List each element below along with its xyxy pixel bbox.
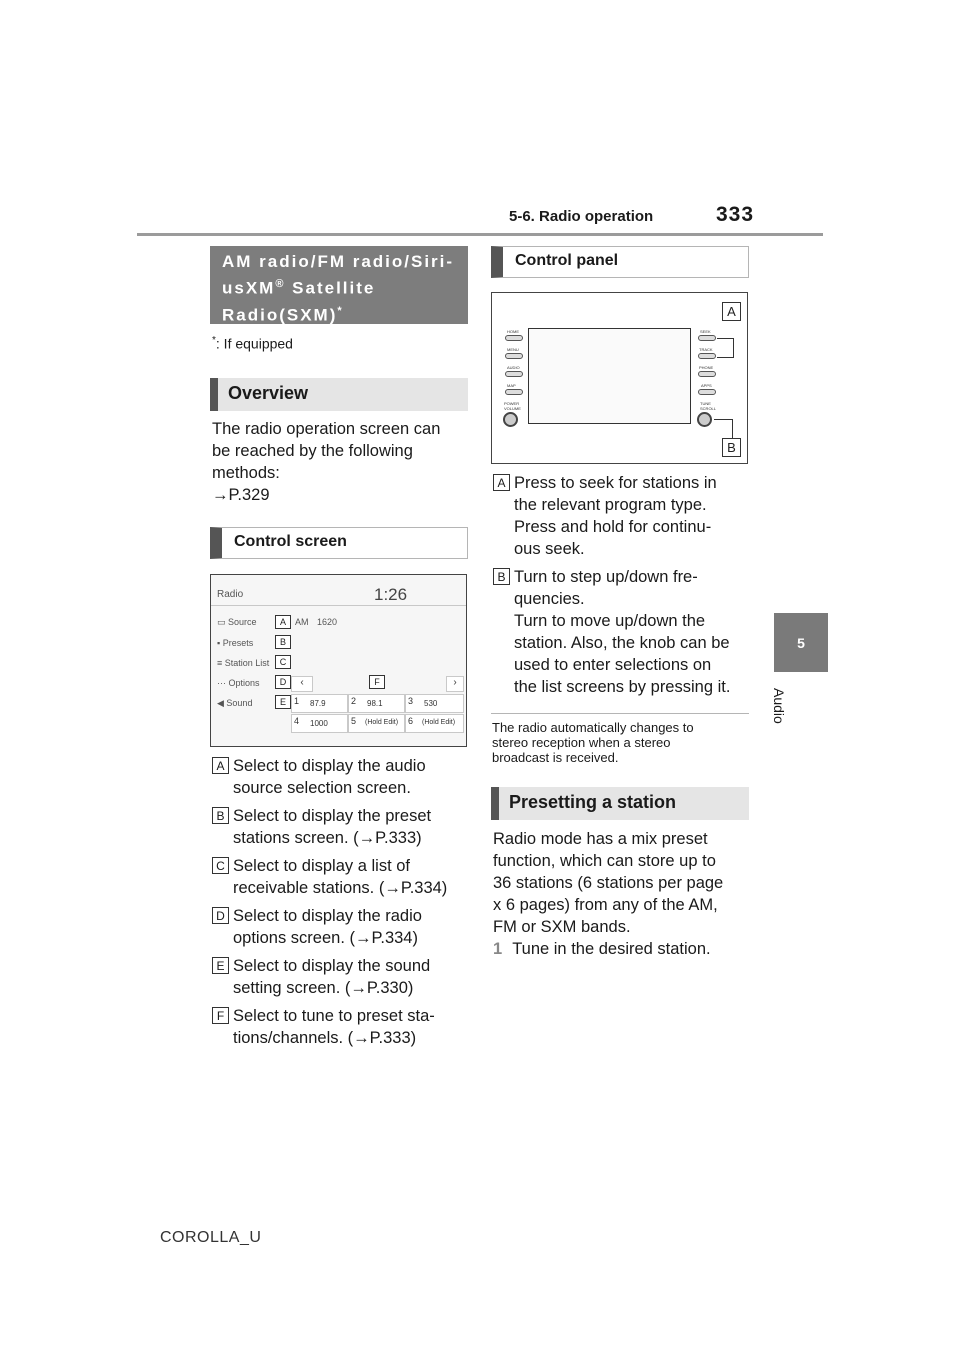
text-line: The radio operation screen can [212,420,441,438]
preset-cell[interactable] [348,714,405,733]
power-volume-knob[interactable] [503,412,518,427]
main-heading-line2 [222,273,456,300]
preset-cell[interactable] [291,694,348,713]
main-heading-line1: AM radio/FM radio/Siri- [222,252,455,271]
text-line: broadcast is received. [492,750,619,765]
callout-d: D [275,675,291,689]
label-badge: B [212,807,229,824]
control-panel-heading: Control panel [491,246,749,278]
preset-value: 87.9 [310,699,326,708]
panel-label: POWER VOLUME [504,401,521,411]
callout-f: F [369,675,385,689]
screen-title: Radio [217,589,244,600]
text-line: 36 stations (6 stations per page [493,874,724,892]
stereo-note [492,720,752,765]
menu-button[interactable] [505,353,523,359]
menu-station-list[interactable] [217,658,269,668]
menu-source[interactable] [217,617,257,628]
callout-e: E [275,695,291,709]
preset-number: 2 [351,696,357,706]
control-screen-item-b [212,805,470,849]
text-line: used to enter selections on [514,656,712,674]
list-icon: ≡ [217,658,225,668]
track-button[interactable] [698,353,716,359]
text-line: the relevant program type. [514,496,707,514]
text-line: stereo reception when a stereo [492,735,671,750]
step-number: 1 [493,940,503,958]
callout-a: A [722,302,741,321]
control-screen-heading: Control screen [210,527,468,559]
menu-label: Source [228,617,257,627]
preset-number: 3 [408,696,414,706]
control-screen-figure [210,574,467,747]
note-rule [491,713,749,714]
menu-options[interactable] [217,678,260,688]
main-heading-part: usXM [222,278,276,298]
control-screen-item-a [212,755,470,799]
chapter-label: Audio [771,688,787,724]
control-panel-figure [491,292,748,464]
text-line: quencies. [514,590,585,608]
preset-prev-arrow[interactable]: ‹ [291,676,313,692]
text-line: options screen. (→P.334) [233,929,418,947]
main-heading-part: Satellite [285,278,376,298]
control-panel-item-b [493,566,753,698]
text-line: The radio automatically changes to [492,720,694,735]
step-text: Tune in the desired station. [512,940,711,958]
panel-label: TUNE SCROLL [700,401,717,411]
control-panel-item-a [493,472,753,560]
screen-frequency: 1620 [317,617,338,627]
text-line: function, which can store up to [493,852,716,870]
text-line: Select to display the preset [233,807,432,825]
overview-heading: Overview [210,378,468,411]
text-line: be reached by the following [212,442,413,460]
menu-sound[interactable] [217,698,252,709]
panel-label: TRACK [699,347,713,352]
preset-cell[interactable] [405,694,464,713]
phone-button[interactable] [698,371,716,377]
footer-model: COROLLA_U [160,1229,262,1246]
text-line: Press and hold for continu- [514,518,712,536]
callout-a: A [275,615,291,629]
text-line: Radio mode has a mix preset [493,830,708,848]
text-line: Select to display the audio [233,757,426,775]
home-button[interactable] [505,335,523,341]
preset-cell[interactable] [348,694,405,713]
section-title: 5-6. Radio operation [509,208,654,225]
text-line: source selection screen. [233,779,411,797]
label-badge: E [212,957,229,974]
screen-topbar-rule [211,605,467,606]
text-line: Select to tune to preset sta- [233,1007,435,1025]
apps-button[interactable] [698,389,716,395]
page-ref-link[interactable]: →P.329 [212,486,270,504]
text-line: FM or SXM bands. [493,918,631,936]
control-screen-item-f [212,1005,470,1049]
audio-button[interactable] [505,371,523,377]
control-screen-item-e [212,955,470,999]
text-line: Turn to move up/down the [514,612,706,630]
screen-clock: 1:26 [374,585,408,604]
preset-value: 1000 [310,719,328,728]
text-line: Select to display a list of [233,857,411,875]
main-heading-part: Radio(SXM) [222,305,338,325]
presetting-text [493,828,753,960]
text-line: ous seek. [514,540,585,558]
screen-band: AM [295,617,309,627]
label-badge: A [493,474,510,491]
callout-c: C [275,655,291,669]
menu-label: Options [228,678,260,688]
tune-scroll-knob[interactable] [697,412,712,427]
text-line: stations screen. (→P.333) [233,829,422,847]
menu-label: Station List [224,658,270,668]
preset-value: (Hold Edit) [365,719,399,726]
panel-label: PHONE [699,365,714,370]
callout-line-b [714,419,733,440]
text-line: Select to display the radio [233,907,422,925]
label-badge: A [212,757,229,774]
overview-text [212,418,470,506]
menu-label: Sound [226,698,253,708]
header-rule [137,233,823,236]
label-badge: D [212,907,229,924]
preset-next-arrow[interactable]: › [446,676,464,692]
asterisk-mark: * [337,304,344,317]
text-line: Select to display the sound [233,957,431,975]
preset-value: (Hold Edit) [422,719,456,726]
page-number: 333 [716,203,755,226]
main-heading [210,246,468,324]
preset-number: 5 [351,716,357,726]
menu-label: Presets [222,638,254,648]
panel-label: MENU [507,347,519,352]
panel-label: APPS [701,383,712,388]
screen-menu [211,607,281,717]
text-line: the list screens by pressing it. [514,678,731,696]
text-line: Turn to step up/down fre- [514,568,698,586]
preset-cell[interactable] [405,714,464,733]
label-badge: F [212,1007,229,1024]
footnote [212,335,293,352]
preset-number: 1 [294,696,300,706]
preset-value: 530 [424,699,438,708]
presets-icon: ▪ [217,638,223,648]
menu-presets[interactable] [217,638,253,648]
panel-label: HOME [507,329,519,334]
footnote-star: * [212,335,216,346]
panel-display [528,328,691,424]
panel-label: MAP [507,383,516,388]
label-badge: C [212,857,229,874]
options-icon: ··· [217,678,229,688]
label-badge: B [493,568,510,585]
preset-number: 4 [294,716,300,726]
registered-mark: ® [275,278,286,290]
seek-button[interactable] [698,335,716,341]
footnote-text: : If equipped [215,335,293,352]
callout-b: B [275,635,291,649]
panel-label: AUDIO [507,365,520,370]
step-1 [493,938,753,960]
preset-number: 6 [408,716,414,726]
text-line: tions/channels. (→P.333) [233,1029,417,1047]
text-line: methods: [212,464,280,482]
speaker-icon: ◀ [217,698,227,708]
map-button[interactable] [505,389,523,395]
panel-label: SEEK [700,329,711,334]
callout-line-a [717,338,734,358]
presetting-heading: Presetting a station [491,787,749,820]
text-line: Press to seek for stations in [514,474,717,492]
callout-b: B [722,438,741,457]
chapter-tab: 5 [774,613,828,672]
text-line: station. Also, the knob can be [514,634,730,652]
text-line: receivable stations. (→P.334) [233,879,448,897]
text-line: setting screen. (→P.330) [233,979,414,997]
text-line: x 6 pages) from any of the AM, [493,896,718,914]
main-heading-line3 [222,300,456,327]
source-icon: ▭ [217,617,229,627]
control-screen-item-d [212,905,470,949]
preset-value: 98.1 [367,699,383,708]
preset-cell[interactable] [291,714,348,733]
control-screen-item-c [212,855,470,899]
